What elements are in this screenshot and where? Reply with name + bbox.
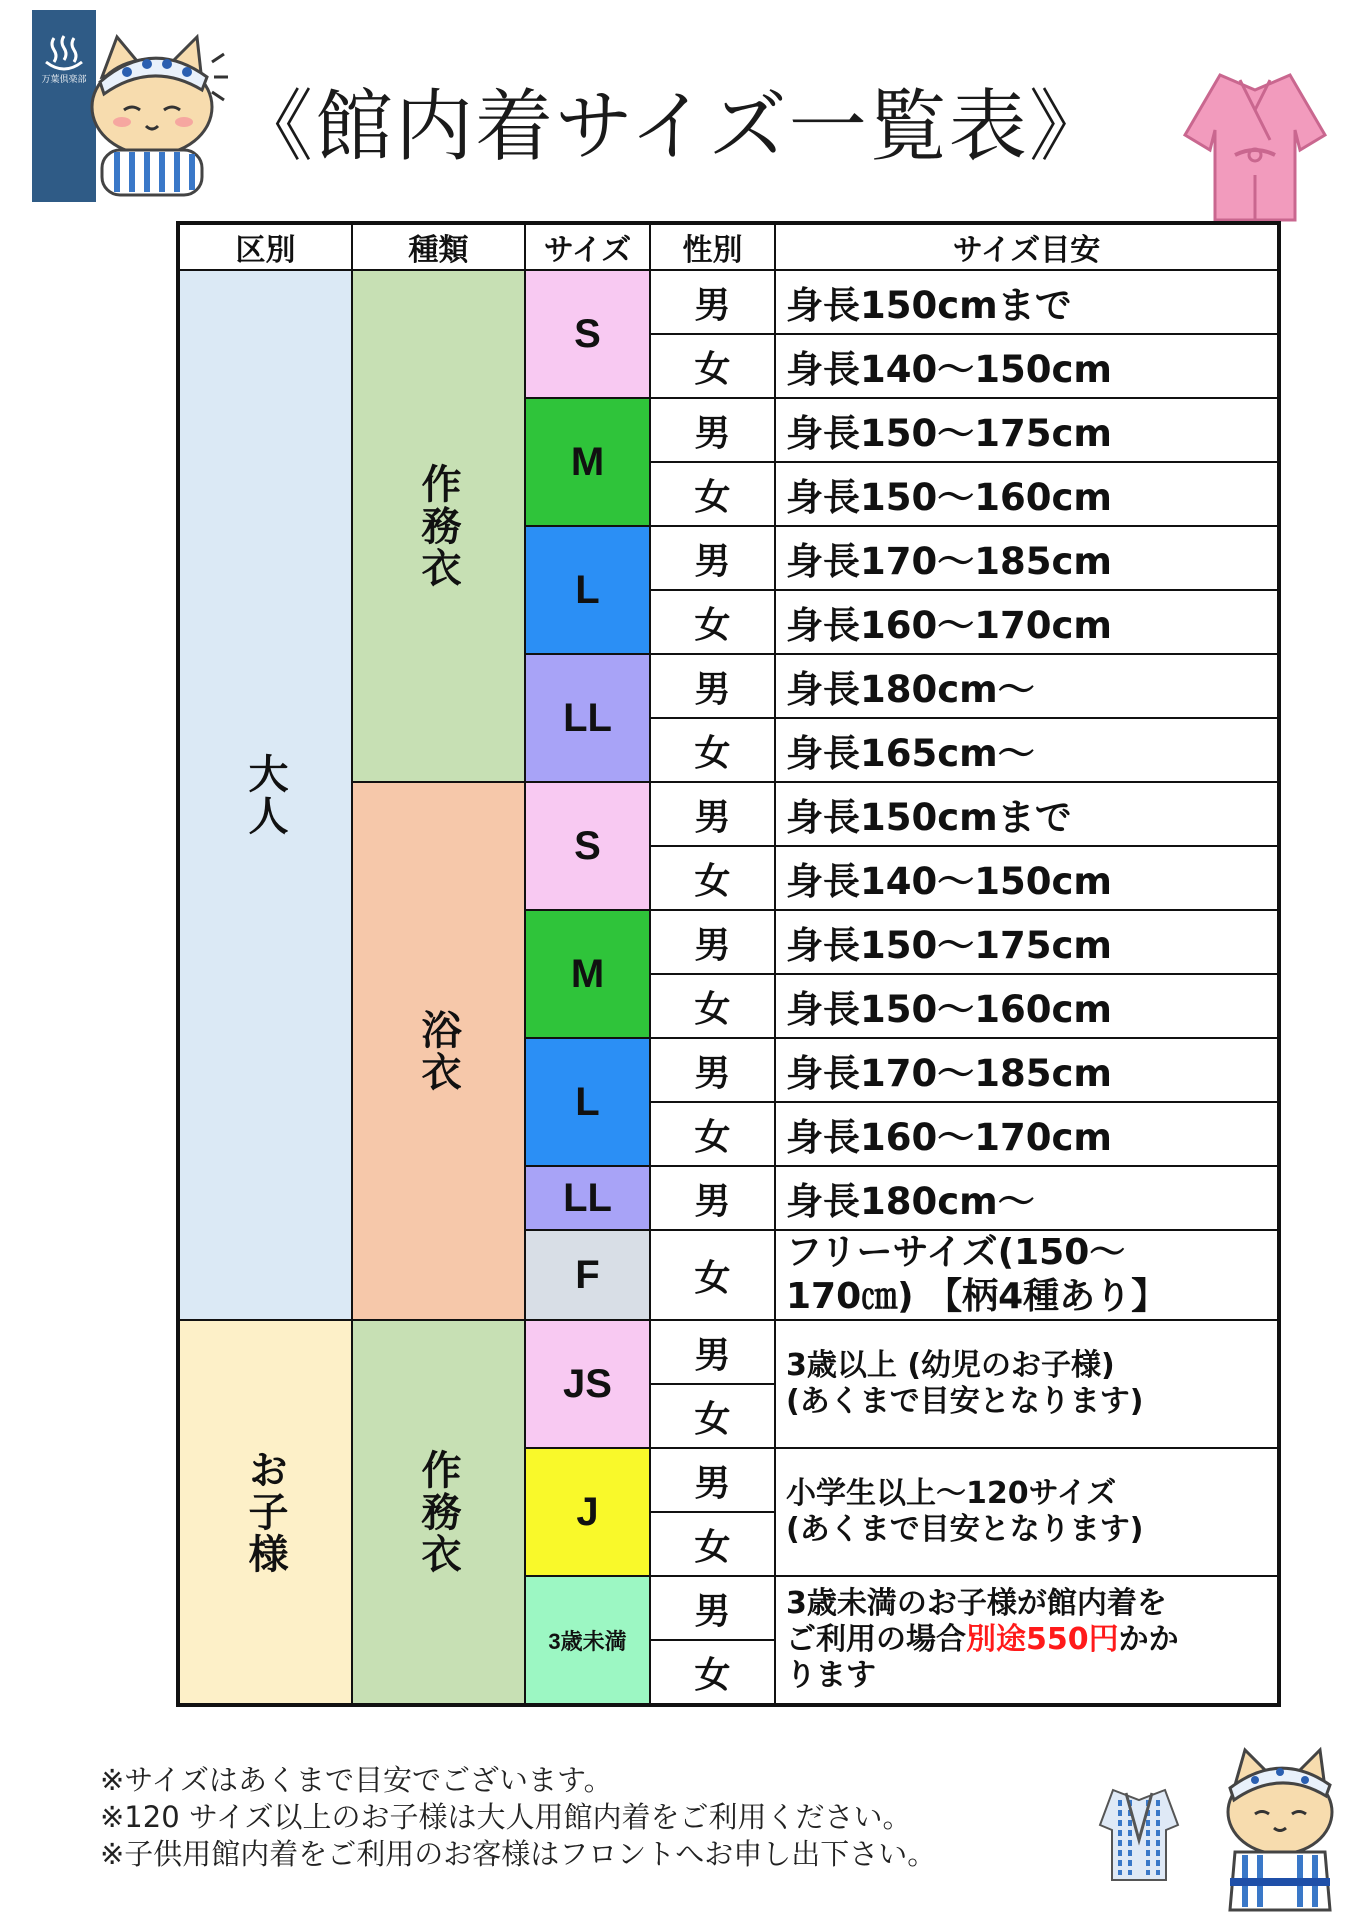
desc-samue-s-female: 身長140〜150cm <box>775 334 1279 398</box>
sex-male: 男 <box>650 1448 775 1512</box>
desc-samue-ll-female: 身長165cm〜 <box>775 718 1279 782</box>
sex-female: 女 <box>650 1640 775 1705</box>
note-item: ※子供用館内着をご利用のお客様はフロントへお申し出下さい。 <box>100 1837 937 1871</box>
desc-j: 小学生以上〜120サイズ (あくまで目安となります) <box>775 1448 1279 1576</box>
notes <box>100 1762 1060 1873</box>
desc-yukata-f-female: フリーサイズ(150〜 170㎝) 【柄4種あり】 <box>775 1230 1279 1320</box>
pink-yukata-illustration <box>1180 60 1330 230</box>
table-row <box>178 1320 1279 1384</box>
desc-samue-l-male: 身長170〜185cm <box>775 526 1279 590</box>
header-shurui: 種類 <box>352 223 525 270</box>
sex-female: 女 <box>650 974 775 1038</box>
sex-male: 男 <box>650 1576 775 1640</box>
size-yukata-s: S <box>525 782 650 910</box>
header-kubun: 区別 <box>178 223 352 270</box>
desc-yukata-m-male: 身長150〜175cm <box>775 910 1279 974</box>
desc-yukata-l-female: 身長160〜170cm <box>775 1102 1279 1166</box>
sex-male: 男 <box>650 526 775 590</box>
note-item: ※120 サイズ以上のお子様は大人用館内着をご利用ください。 <box>100 1800 912 1834</box>
size-yukata-f: F <box>525 1230 650 1320</box>
desc-samue-l-female: 身長160〜170cm <box>775 590 1279 654</box>
type-samue-adult: 作務衣 <box>352 270 525 782</box>
sex-male: 男 <box>650 398 775 462</box>
sex-female: 女 <box>650 846 775 910</box>
sex-female: 女 <box>650 718 775 782</box>
desc-under3: 3歳未満のお子様が館内着を ご利用の場合別途550円かか ります <box>775 1576 1279 1705</box>
header-sex: 性別 <box>650 223 775 270</box>
sex-male: 男 <box>650 654 775 718</box>
sex-male: 男 <box>650 1038 775 1102</box>
sex-male: 男 <box>650 1320 775 1384</box>
note-item: ※サイズはあくまで目安でございます。 <box>100 1763 613 1797</box>
size-js: JS <box>525 1320 650 1448</box>
sex-female: 女 <box>650 1102 775 1166</box>
desc-samue-m-male: 身長150〜175cm <box>775 398 1279 462</box>
sex-male: 男 <box>650 270 775 334</box>
size-table <box>176 221 1281 1707</box>
cat-mascot-illustration <box>72 22 232 202</box>
sex-female: 女 <box>650 590 775 654</box>
table-row <box>178 270 1279 334</box>
group-child: お子様 <box>178 1320 352 1705</box>
desc-yukata-s-male: 身長150cmまで <box>775 782 1279 846</box>
size-yukata-l: L <box>525 1038 650 1166</box>
desc-yukata-m-female: 身長150〜160cm <box>775 974 1279 1038</box>
size-yukata-ll: LL <box>525 1166 650 1230</box>
size-samue-ll: LL <box>525 654 650 782</box>
type-samue-child: 作務衣 <box>352 1320 525 1705</box>
desc-samue-s-male: 身長150cmまで <box>775 270 1279 334</box>
size-samue-s: S <box>525 270 650 398</box>
size-yukata-m: M <box>525 910 650 1038</box>
jinbei-illustration <box>1098 1785 1180 1885</box>
desc-samue-m-female: 身長150〜160cm <box>775 462 1279 526</box>
sex-female: 女 <box>650 1230 775 1320</box>
header-size: サイズ <box>525 223 650 270</box>
table-header-row <box>178 223 1279 270</box>
sex-female: 女 <box>650 1512 775 1576</box>
page-title: 《館内着サイズ一覧表》 <box>235 82 1109 172</box>
desc-yukata-ll-male: 身長180cm〜 <box>775 1166 1279 1230</box>
size-samue-m: M <box>525 398 650 526</box>
sex-male: 男 <box>650 782 775 846</box>
sex-male: 男 <box>650 1166 775 1230</box>
cat-mascot-right-illustration <box>1210 1740 1350 1915</box>
desc-js: 3歳以上 (幼児のお子様) (あくまで目安となります) <box>775 1320 1279 1448</box>
sex-female: 女 <box>650 1384 775 1448</box>
logo-text: 万葉倶楽部 <box>41 75 87 85</box>
sex-male: 男 <box>650 910 775 974</box>
header-meyasu: サイズ目安 <box>775 223 1279 270</box>
group-adult: 大人 <box>178 270 352 1320</box>
desc-yukata-l-male: 身長170〜185cm <box>775 1038 1279 1102</box>
sex-female: 女 <box>650 462 775 526</box>
desc-yukata-s-female: 身長140〜150cm <box>775 846 1279 910</box>
size-j: J <box>525 1448 650 1576</box>
type-yukata: 浴衣 <box>352 782 525 1320</box>
sex-female: 女 <box>650 334 775 398</box>
desc-samue-ll-male: 身長180cm〜 <box>775 654 1279 718</box>
size-under3: 3歳未満 <box>525 1576 650 1705</box>
extra-fee-highlight: 別途550円 <box>966 1622 1119 1657</box>
size-samue-l: L <box>525 526 650 654</box>
